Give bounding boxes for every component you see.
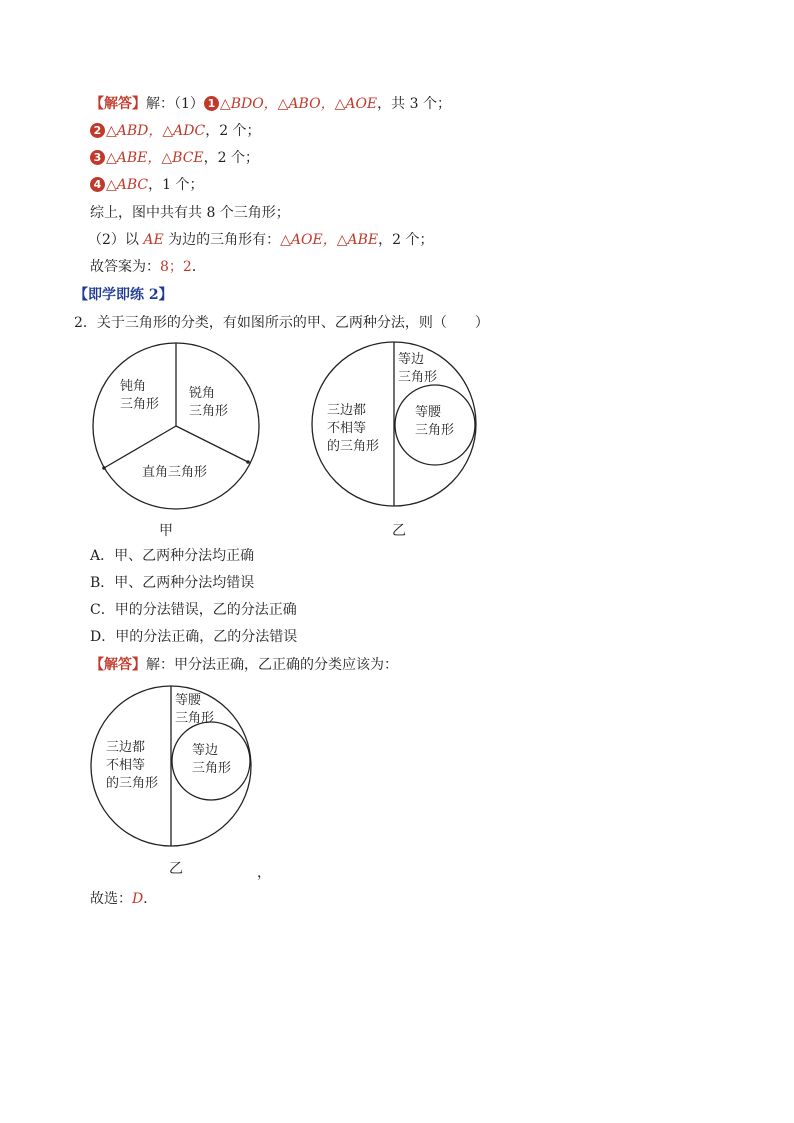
- jia-acute-label-2: 三角形: [189, 404, 229, 419]
- yi-scalene-label-2: 不相等: [327, 421, 367, 436]
- option-b[interactable]: B．甲、乙两种分法均错误: [90, 575, 255, 591]
- caption-jia: 甲: [159, 523, 173, 539]
- circled-number: 2: [90, 123, 105, 138]
- figure-yi: [307, 338, 482, 513]
- answer-text: 解：甲分法正确，乙正确的分类应该为：: [146, 657, 398, 673]
- yi2-isosceles-label-1: 等腰: [175, 693, 202, 708]
- segment-ae: AE: [143, 232, 164, 248]
- triangle-list: △BDO，△ABO，△AOE: [219, 96, 378, 112]
- caption-yi-corrected: 乙: [169, 861, 183, 877]
- circled-number: 4: [90, 177, 105, 192]
- triangle-list: △ABC: [106, 177, 149, 193]
- conclusion-line: [90, 890, 157, 908]
- triangle-list: △AOE，△ABE: [280, 232, 379, 248]
- answer1-line4: [90, 176, 204, 194]
- answer1-line1: [90, 95, 451, 113]
- answer2-line: [90, 656, 398, 674]
- count-text: ，共 3 个；: [377, 96, 451, 112]
- answer-text: 解：（1）: [146, 96, 204, 112]
- answer1-line7: [90, 258, 206, 276]
- jia-divider-left: [104, 426, 176, 468]
- answer-tag: 【解答】: [90, 96, 146, 112]
- yi2-equilateral-label-1: 等边: [192, 743, 219, 758]
- count-text: ，2 个；: [205, 123, 261, 139]
- answer-choice: D: [132, 891, 144, 907]
- yi-scalene-label-3: 的三角形: [327, 439, 380, 454]
- question-text: 2．关于三角形的分类，有如图所示的甲、乙两种分法，则（ ）: [74, 315, 489, 331]
- answer1-line3: [90, 149, 259, 167]
- caption-yi: 乙: [392, 523, 406, 539]
- yi-isosceles-label-1: 等腰: [415, 405, 442, 420]
- jia-acute-label-1: 锐角: [189, 386, 216, 401]
- answer1-line6: [88, 231, 433, 249]
- option-a[interactable]: A．甲、乙两种分法均正确: [90, 548, 255, 564]
- yi2-equilateral-label-2: 三角形: [192, 761, 232, 776]
- jia-right-label: 直角三角形: [142, 465, 208, 480]
- jia-obtuse-label-1: 钝角: [120, 379, 147, 394]
- jia-divider-right: [176, 426, 248, 462]
- yi2-scalene-label-1: 三边都: [106, 740, 146, 755]
- jia-obtuse-label-2: 三角形: [120, 397, 160, 412]
- section-title: 【即学即练 2】: [74, 287, 173, 303]
- yi2-scalene-label-2: 不相等: [106, 758, 146, 773]
- yi-equilateral-label-2: 三角形: [398, 370, 438, 385]
- figure-jia: [85, 338, 265, 513]
- circled-number: 3: [90, 150, 105, 165]
- trailing-comma: ，: [257, 865, 271, 881]
- text-part: ．: [143, 891, 158, 907]
- count-text: ，1 个；: [148, 177, 204, 193]
- figure-yi-corrected: [88, 682, 258, 852]
- option-c[interactable]: C．甲的分法错误，乙的分法正确: [90, 602, 297, 618]
- text-part: 故答案为：: [90, 259, 160, 275]
- triangle-list: △ABE，△BCE: [106, 150, 204, 166]
- jia-point: [102, 466, 106, 470]
- count-text: ，2 个；: [203, 150, 259, 166]
- answer1-line5: 综上，图中共有共 8 个三角形；: [90, 205, 290, 221]
- yi-scalene-label-1: 三边都: [327, 403, 367, 418]
- text-part: 为边的三角形有：: [163, 232, 281, 248]
- count-text: ，2 个；: [378, 232, 434, 248]
- yi2-isosceles-label-2: 三角形: [175, 711, 215, 726]
- jia-point: [246, 460, 250, 464]
- text-part: （2）以: [88, 232, 144, 248]
- answer1-line2: [90, 122, 261, 140]
- text-part: ．: [191, 259, 206, 275]
- answer-value: 8；2: [160, 259, 192, 275]
- circled-number: 1: [204, 96, 219, 111]
- option-d[interactable]: D．甲的分法正确，乙的分法错误: [90, 629, 298, 645]
- yi-isosceles-label-2: 三角形: [415, 423, 455, 438]
- text-part: 故选：: [90, 891, 132, 907]
- yi-equilateral-label-1: 等边: [398, 352, 425, 367]
- answer-tag: 【解答】: [90, 657, 146, 673]
- triangle-list: △ABD，△ADC: [106, 123, 206, 139]
- yi2-scalene-label-3: 的三角形: [106, 776, 159, 791]
